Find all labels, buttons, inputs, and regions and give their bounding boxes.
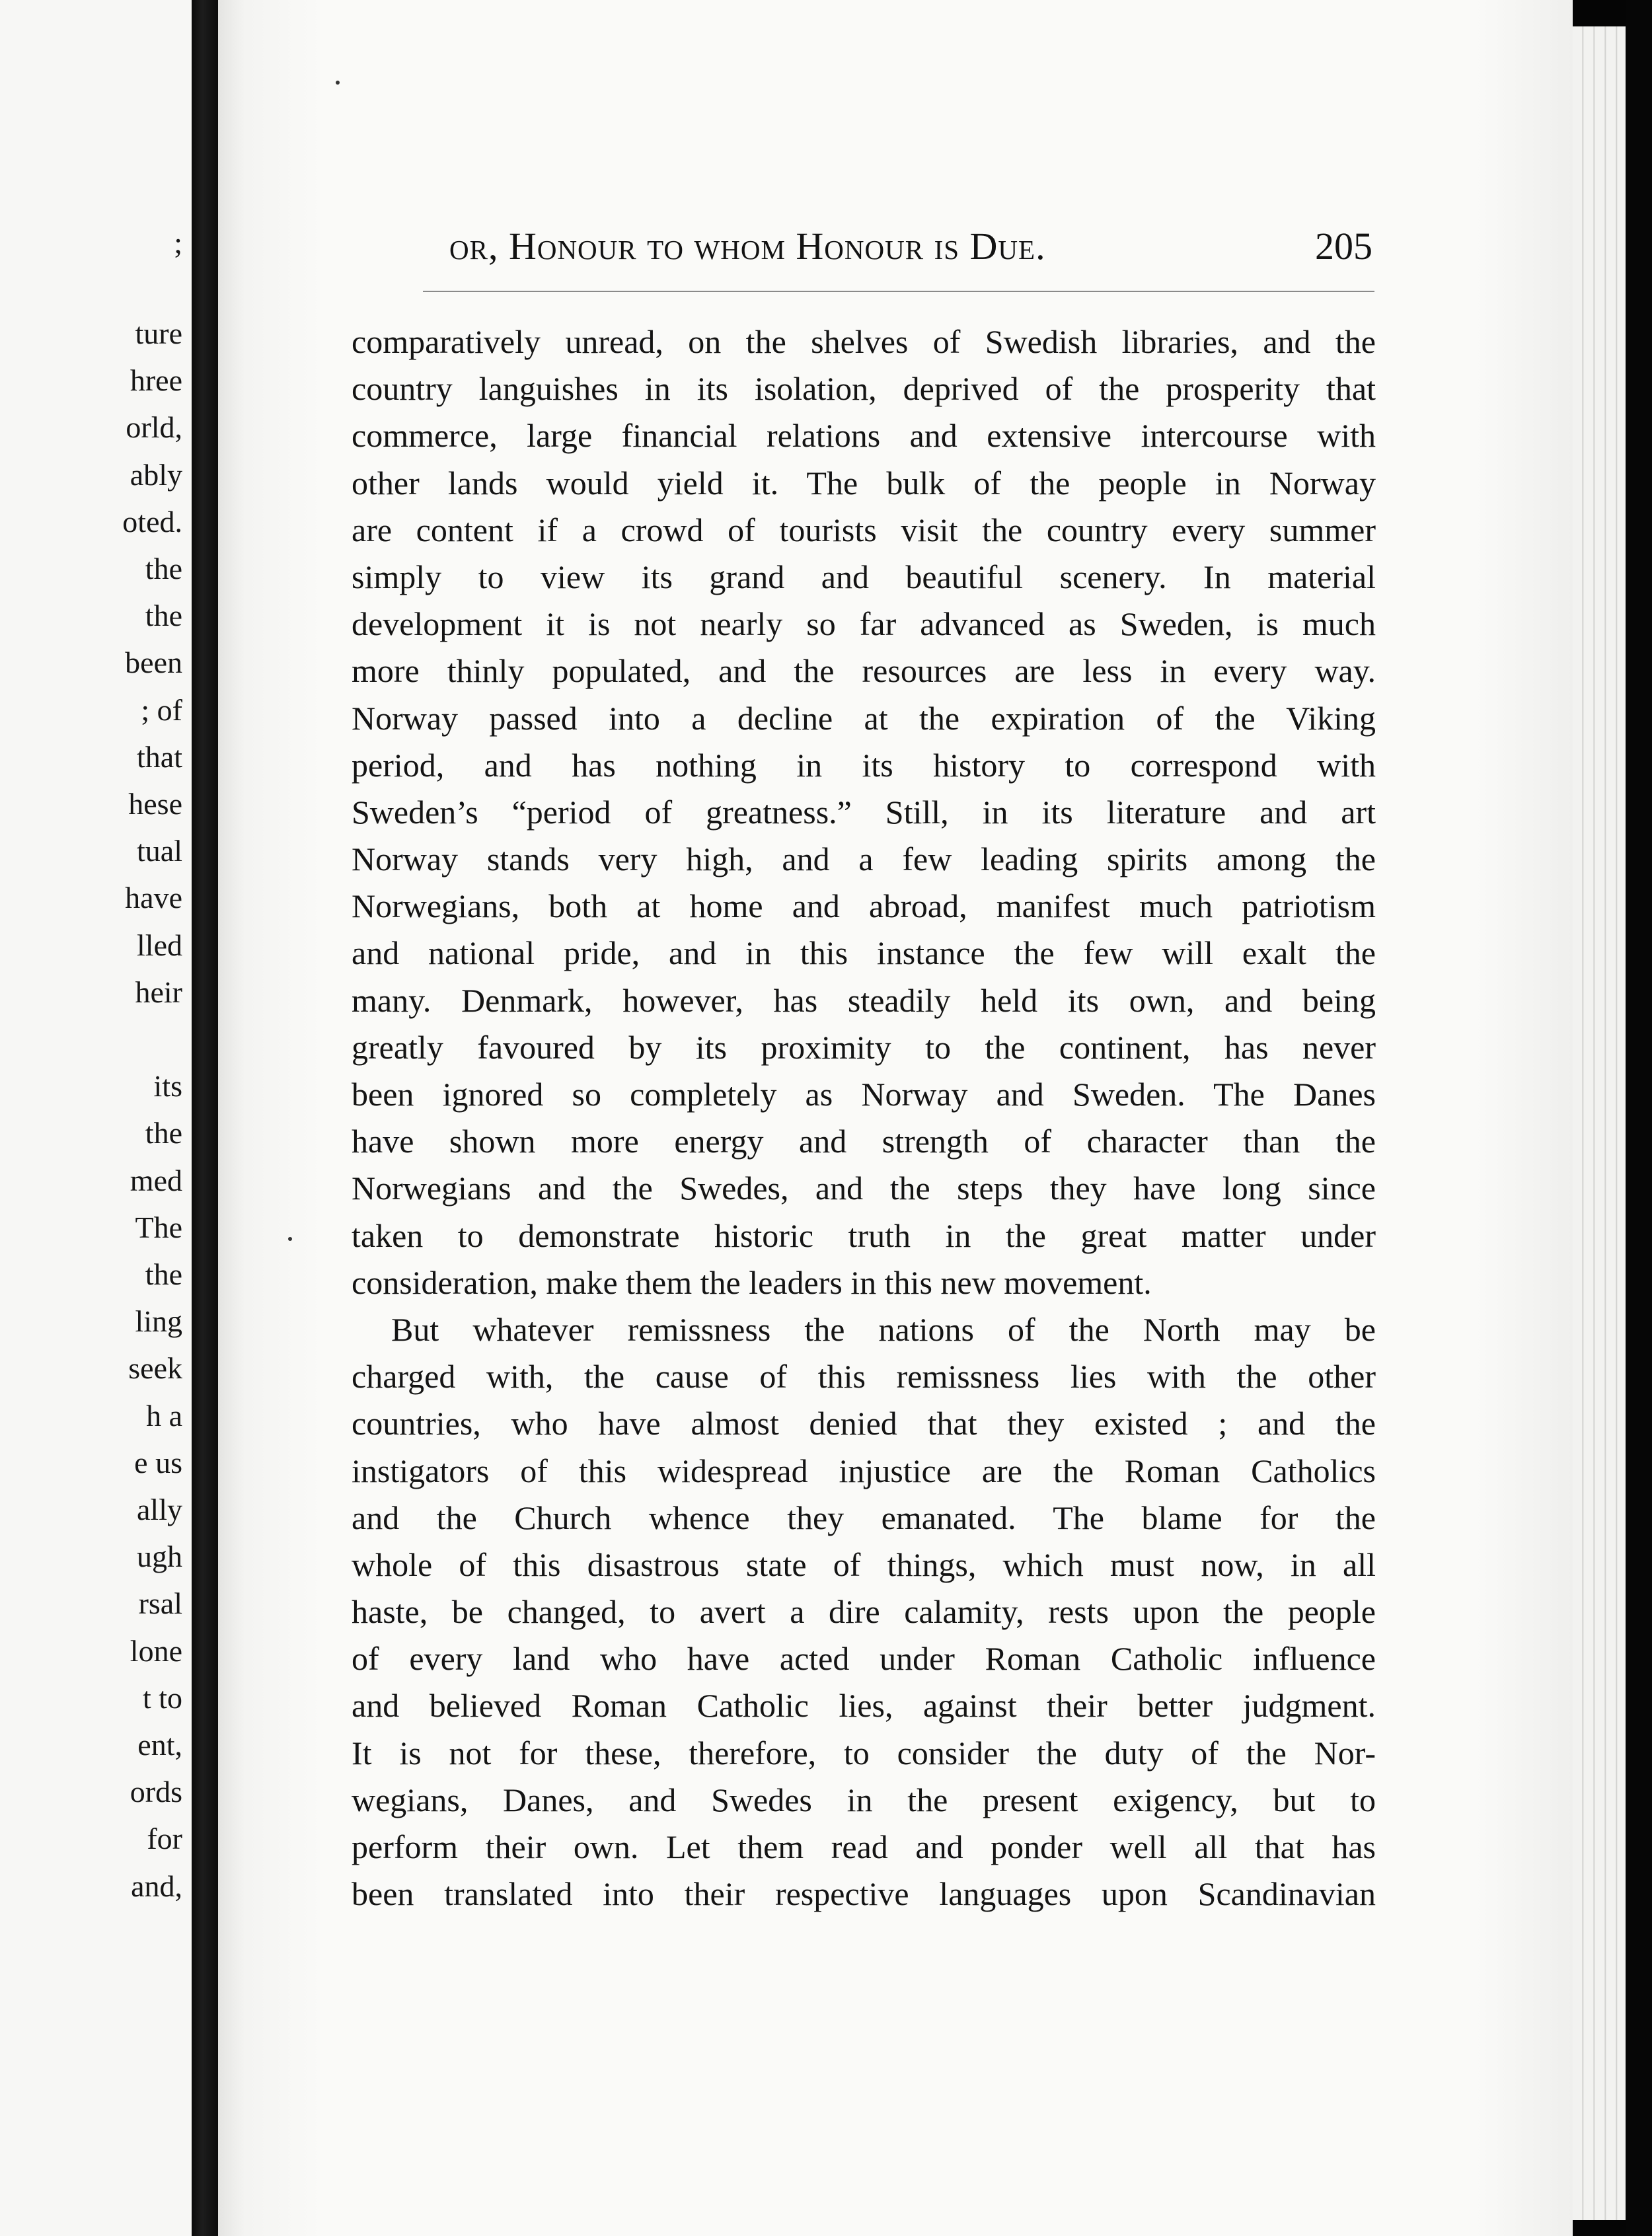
left-page-fragment: and, — [131, 1869, 182, 1903]
text-line: many. Denmark, however, has steadily held its own, and being — [352, 981, 1376, 1019]
left-page-fragment: med — [130, 1163, 182, 1197]
text-line: other lands would yield it. The bulk of the people in Norway — [352, 464, 1376, 502]
text-line: been translated into their respective languages upon Scandinavian — [352, 1875, 1376, 1913]
running-head: or, Honour to whom Honour is Due. — [449, 225, 1046, 268]
text-line: been ignored so completely as Norway and Sweden. The Danes — [352, 1076, 1376, 1113]
text-line: country languishes in its isolation, deprived of the prosperity that — [352, 370, 1376, 408]
text-line: It is not for these, therefore, to consider the duty of the Nor- — [352, 1734, 1376, 1771]
text-line: and the Church whence they emanated. The blame for the — [352, 1499, 1376, 1536]
text-line: are content if a crowd of tourists visit the country every summer — [352, 511, 1376, 548]
text-line: haste, be changed, to avert a dire calamity, rests upon the people — [352, 1593, 1376, 1631]
text-line: But whatever remissness the nations of the North may be — [391, 1310, 1376, 1348]
text-line: instigators of this widespread injustice are the Roman Catholics — [352, 1452, 1376, 1489]
left-page-fragment: the — [145, 552, 182, 585]
left-page-fragment: orld, — [126, 410, 182, 445]
text-line: countries, who have almost denied that they existed ; and the — [352, 1405, 1376, 1442]
left-page-fragment: the — [145, 1257, 182, 1291]
left-page-fragment: ; of — [141, 692, 182, 727]
paper-speck — [288, 1237, 292, 1241]
text-line: whole of this disastrous state of things, which must now, in all — [352, 1546, 1376, 1583]
left-page-fragment: lone — [130, 1633, 182, 1668]
left-page-fragment: hree — [130, 363, 182, 398]
text-line: taken to demonstrate historic truth in the great matter under — [352, 1216, 1376, 1254]
page-edges — [1573, 26, 1626, 2220]
left-page-fragment: heir — [135, 975, 182, 1009]
text-line: and believed Roman Catholic lies, against their better judgment. — [352, 1687, 1376, 1725]
header-rule — [423, 291, 1374, 292]
left-page-fragment: its — [153, 1069, 182, 1103]
paper-speck — [336, 81, 340, 85]
left-page-fragment: tual — [137, 834, 182, 868]
left-page-fragment: have — [125, 881, 182, 915]
left-page-fragment: ling — [135, 1304, 182, 1339]
text-line: have shown more energy and strength of character than the — [352, 1123, 1376, 1160]
left-page-fragment: ally — [137, 1493, 182, 1526]
left-page-fragment: the — [145, 1116, 182, 1150]
text-line: period, and has nothing in its history to correspond with — [352, 746, 1376, 784]
text-line: of every land who have acted under Roman Catholic influence — [352, 1640, 1376, 1678]
text-line: Norway passed into a decline at the expiration of the Viking — [352, 699, 1376, 737]
left-page-fragment: The — [135, 1210, 182, 1244]
left-page-fragment: ably — [130, 457, 182, 492]
left-page-fragment: rsal — [138, 1586, 182, 1621]
text-line: Norwegians and the Swedes, and the steps they have long since — [352, 1170, 1376, 1207]
left-page-fragment: ugh — [137, 1540, 182, 1574]
text-line: wegians, Danes, and Swedes in the present exigency, but to — [352, 1781, 1376, 1818]
left-page-fragment: e us — [134, 1445, 182, 1479]
text-line: development it is not nearly so far advanced as Sweden, is much — [352, 605, 1376, 643]
book-gutter — [192, 0, 218, 2236]
page-number: 205 — [1315, 225, 1372, 268]
left-page-fragment: the — [145, 599, 182, 633]
body-text — [352, 318, 1376, 1918]
text-line: comparatively unread, on the shelves of Swedish libraries, and the — [352, 323, 1376, 360]
text-line: and national pride, and in this instance the few will exalt the — [352, 934, 1376, 972]
scan-border — [1626, 0, 1652, 2236]
text-line: perform their own. Let them read and ponder well all that has — [352, 1828, 1376, 1865]
left-page-fragment: been — [125, 646, 182, 680]
left-page-fragment: hese — [128, 787, 182, 821]
left-page-fragment: that — [137, 739, 182, 774]
left-page-fragment: t to — [142, 1680, 182, 1715]
text-line: Norway stands very high, and a few leading spirits among the — [352, 840, 1376, 878]
text-line: more thinly populated, and the resources are less in every way. — [352, 652, 1376, 690]
text-line: simply to view its grand and beautiful scenery. In material — [352, 558, 1376, 595]
text-line: consideration, make them the leaders in this new movement. — [352, 1263, 1152, 1301]
left-page-fragment: for — [147, 1822, 182, 1856]
left-page-fragment: seek — [128, 1351, 182, 1386]
left-page-fragment: lled — [137, 928, 182, 962]
left-page-fragment: h a — [146, 1398, 182, 1433]
left-page-fragment: ent, — [137, 1728, 182, 1762]
left-page-fragment: ords — [130, 1775, 182, 1809]
left-page-fragment: ture — [135, 317, 182, 350]
left-page-fragment: oted. — [122, 504, 182, 539]
text-line: Norwegians, both at home and abroad, manifest much patriotism — [352, 887, 1376, 925]
left-facing-page — [0, 0, 192, 2236]
text-line: commerce, large financial relations and extensive intercourse with — [352, 417, 1376, 455]
text-line: greatly favoured by its proximity to the continent, has never — [352, 1028, 1376, 1066]
left-page-fragment: ; — [174, 226, 182, 260]
text-line: Sweden’s “period of greatness.” Still, in its literature and art — [352, 793, 1376, 831]
text-line: charged with, the cause of this remissness lies with the other — [352, 1358, 1376, 1396]
